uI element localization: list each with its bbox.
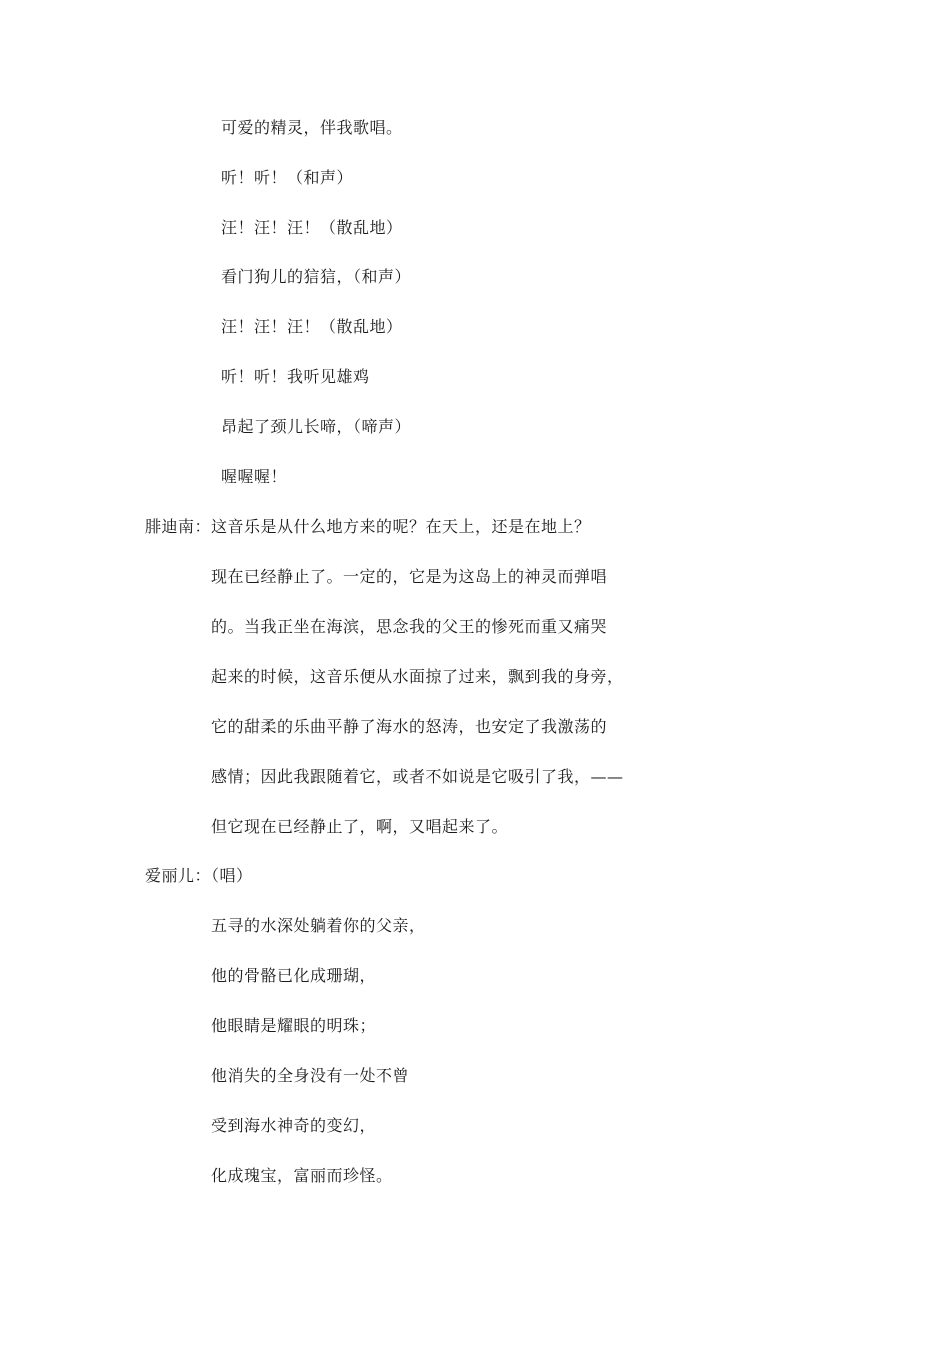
speech-line: 的。当我正坐在海滨，思念我的父王的惨死而重又痛哭 [211,617,608,636]
song-line: 他消失的全身没有一处不曾 [211,1066,410,1085]
song-line: 听！听！我听见雄鸡 [221,367,370,386]
speaker-name: 爱丽儿： [145,866,212,885]
song-line: 昂起了颈儿长啼，（啼声） [221,417,412,436]
speaker-name: 腓迪南： [145,517,212,536]
stage-direction: （唱） [211,866,253,885]
song-line: 化成瑰宝，富丽而珍怪。 [211,1166,393,1185]
speech-line: 感情；因此我跟随着它，或者不如说是它吸引了我，—— [211,767,624,786]
speech-line: 现在已经静止了。一定的，它是为这岛上的神灵而弹唱 [211,567,608,586]
song-line: 受到海水神奇的变幻， [211,1116,377,1135]
speech-text: 这音乐是从什么地方来的呢？在天上，还是在地上？ [211,517,591,536]
speech-line: 但它现在已经静止了，啊，又唱起来了。 [211,817,509,836]
speech-line: 起来的时候，这音乐便从水面掠了过来，飘到我的身旁， [211,667,624,686]
song-line: 看门狗儿的狺狺，（和声） [221,267,412,286]
song-line: 喔喔喔！ [221,467,288,486]
song-line: 五寻的水深处躺着你的父亲， [211,916,426,935]
song-line: 听！听！（和声） [221,168,354,187]
speech-first-line [145,866,253,886]
song-line: 他的骨骼已化成珊瑚， [211,966,377,985]
speech-line: 它的甜柔的乐曲平静了海水的怒涛，也安定了我激荡的 [211,717,608,736]
song-line: 汪！汪！汪！（散乱地） [221,218,403,237]
speech-first-line [145,517,591,537]
song-line: 他眼睛是耀眼的明珠； [211,1016,377,1035]
song-line: 汪！汪！汪！（散乱地） [221,317,403,336]
song-line: 可爱的精灵，伴我歌唱。 [221,118,403,137]
